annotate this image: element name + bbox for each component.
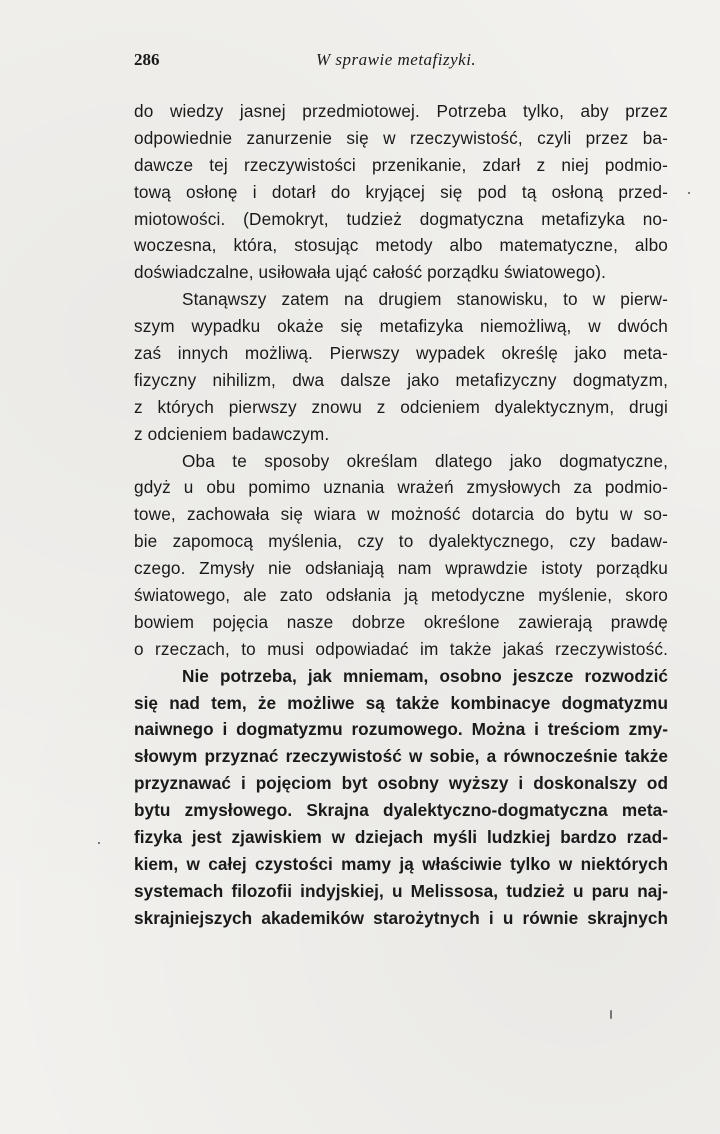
paper-speck: [688, 192, 690, 194]
text-line: doświadczalne, usiłowała ująć całość porządku światowego).: [134, 262, 607, 283]
text-line: woczesna, która, stosując metody albo matematyczne, albo: [134, 235, 668, 256]
text-line: Nie potrzeba, jak mniemam, osobno jeszcze rozwodzić: [182, 665, 668, 686]
text-line: słowym przyznać rzeczywistość w sobie, a równocześnie także: [134, 746, 668, 767]
text-line: z odcieniem badawczym.: [134, 423, 330, 444]
text-line: bytu zmysłowego. Skrajna dyalektyczno-dogmatyczna meta-: [134, 800, 668, 821]
text-line: o rzeczach, to musi odpowiadać im także jakaś rzeczywistość.: [134, 638, 668, 659]
text-line: fizyczny nihilizm, dwa dalsze jako metafizyczny dogmatyzm,: [134, 369, 668, 390]
text-line: systemach filozofii indyjskiej, u Melissosa, tudzież u paru naj-: [134, 880, 668, 901]
text-line: Stanąwszy zatem na drugiem stanowisku, to w pierw-: [182, 289, 668, 310]
text-line: do wiedzy jasnej przedmiotowej. Potrzeba tylko, aby przez: [134, 101, 668, 121]
text-line: towe, zachowała się wiara w możność dotarcia do bytu w so-: [134, 504, 668, 525]
text-line: czego. Zmysły nie odsłaniają nam wprawdzie istoty porządku: [134, 558, 668, 579]
text-line: gdyż u obu pomimo uznania wrażeń zmysłowych za podmio-: [134, 477, 668, 498]
text-line: Oba te sposoby określam dlatego jako dogmatyczne,: [182, 450, 668, 471]
running-head: [134, 50, 668, 72]
body-text: [134, 98, 668, 932]
text-line: bie zapomocą myślenia, czy to dyalektycznego, czy badaw-: [134, 531, 668, 552]
text-line: odpowiednie zanurzenie się w rzeczywistość, czyli przez ba-: [134, 127, 668, 148]
text-line: się nad tem, że możliwe są także kombinacye dogmatyzmu: [134, 692, 668, 713]
text-line: dawcze tej rzeczywistości przenikanie, zdarł z niej podmio-: [134, 154, 668, 175]
text-line: światowego, ale zato odsłania ją metodyczne myślenie, skoro: [134, 585, 668, 606]
text-line: zaś innych możliwą. Pierwszy wypadek określę jako meta-: [134, 343, 668, 364]
paper-speck: [610, 1010, 612, 1019]
text-line: miotowości. (Demokryt, tudzież dogmatyczna metafizyka no-: [134, 208, 668, 229]
text-line: kiem, w całej czystości mamy ją właściwie tylko w niektórych: [134, 853, 668, 874]
running-title: W sprawie metafizyki.: [316, 50, 477, 69]
paper-speck: [98, 842, 100, 844]
text-line: tową osłonę i dotarł do kryjącej się pod tą osłoną przed-: [134, 181, 668, 202]
text-line: skrajniejszych akademików starożytnych i u równie skrajnych: [134, 907, 668, 928]
page-number: 286: [134, 50, 160, 69]
text-line: szym wypadku okaże się metafizyka niemożliwą, w dwóch: [134, 316, 668, 337]
text-line: fizyka jest zjawiskiem w dziejach myśli ludzkiej bardzo rzad-: [134, 827, 668, 848]
text-line: bowiem pojęcia nasze dobrze określone zawierają prawdę: [134, 611, 668, 632]
text-line: z których pierwszy znowu z odcieniem dyalektycznym, drugi: [134, 396, 668, 417]
text-line: naiwnego i dogmatyzmu rozumowego. Można i treściom zmy-: [134, 719, 668, 740]
text-line: przyznawać i pojęciom byt osobny wyższy i doskonalszy od: [134, 773, 668, 794]
